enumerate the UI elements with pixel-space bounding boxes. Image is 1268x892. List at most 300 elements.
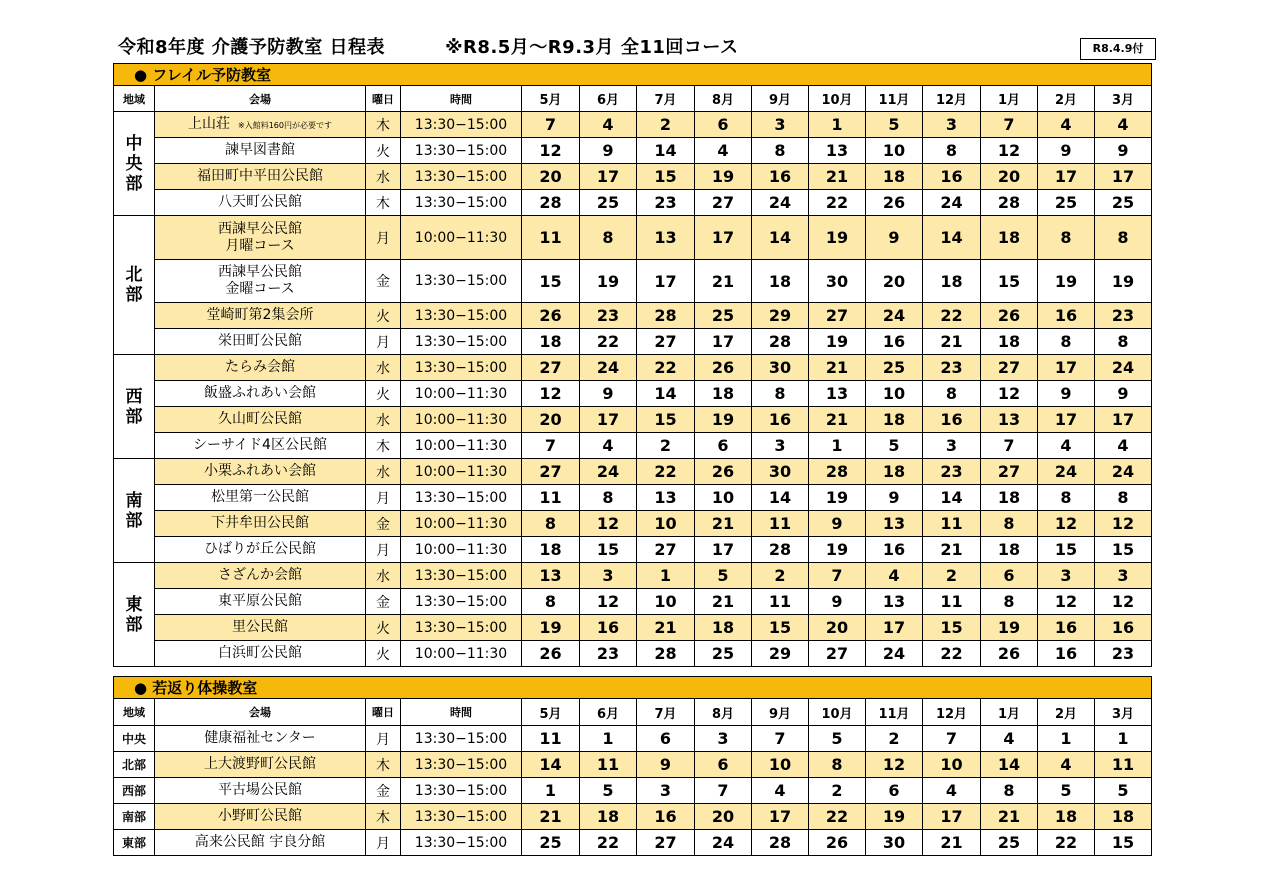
date-cell: 19 — [1038, 260, 1095, 303]
date-cell: 8 — [1038, 485, 1095, 511]
date-cell: 4 — [1038, 433, 1095, 459]
date-cell: 12 — [1095, 511, 1152, 537]
date-cell: 6 — [695, 112, 752, 138]
column-header: 会場 — [155, 86, 366, 112]
date-cell: 1 — [1038, 726, 1095, 752]
schedule-row — [114, 752, 1152, 778]
date-cell: 19 — [522, 615, 580, 641]
date-cell: 2 — [866, 726, 923, 752]
date-cell: 20 — [981, 164, 1038, 190]
column-header: 8月 — [695, 86, 752, 112]
date-cell: 3 — [1038, 563, 1095, 589]
column-header: 9月 — [752, 699, 809, 726]
day-cell: 金 — [366, 260, 401, 303]
date-cell: 19 — [809, 216, 866, 260]
venue-name: 八天町公民館 — [218, 194, 302, 210]
schedule-row — [114, 615, 1152, 641]
date-cell: 10 — [695, 485, 752, 511]
date-cell: 17 — [695, 537, 752, 563]
region-cell — [114, 216, 155, 355]
column-header: 5月 — [522, 699, 580, 726]
date-cell: 17 — [752, 804, 809, 830]
venue-cell — [155, 511, 366, 537]
date-cell: 9 — [866, 216, 923, 260]
date-cell: 18 — [981, 329, 1038, 355]
date-cell: 23 — [637, 190, 695, 216]
date-cell: 13 — [809, 138, 866, 164]
date-cell: 4 — [580, 112, 637, 138]
venue-cell — [155, 459, 366, 485]
date-cell: 26 — [981, 303, 1038, 329]
date-cell: 28 — [637, 641, 695, 667]
date-cell: 11 — [522, 726, 580, 752]
time-cell: 13:30−15:00 — [401, 138, 522, 164]
date-cell: 3 — [752, 112, 809, 138]
date-cell: 14 — [637, 381, 695, 407]
venue-cell — [155, 830, 366, 856]
date-cell: 26 — [522, 303, 580, 329]
date-cell: 26 — [522, 641, 580, 667]
date-cell: 9 — [866, 485, 923, 511]
schedule-row — [114, 641, 1152, 667]
venue-name: 西諫早公民館 — [218, 220, 302, 237]
date-cell: 12 — [1038, 589, 1095, 615]
date-cell: 24 — [866, 303, 923, 329]
venue-cell — [155, 138, 366, 164]
venue-cell — [155, 190, 366, 216]
column-header: 5月 — [522, 86, 580, 112]
time-cell: 13:30−15:00 — [401, 355, 522, 381]
date-cell: 30 — [809, 260, 866, 303]
date-cell: 3 — [695, 726, 752, 752]
column-header: 7月 — [637, 699, 695, 726]
time-cell: 10:00−11:30 — [401, 537, 522, 563]
date-cell: 21 — [695, 511, 752, 537]
date-cell: 27 — [809, 303, 866, 329]
schedule-row — [114, 433, 1152, 459]
date-cell: 30 — [752, 459, 809, 485]
date-cell: 3 — [580, 563, 637, 589]
date-cell: 23 — [1095, 641, 1152, 667]
date-cell: 16 — [923, 164, 981, 190]
schedule-row — [114, 563, 1152, 589]
day-cell: 木 — [366, 804, 401, 830]
date-cell: 29 — [752, 303, 809, 329]
date-cell: 17 — [580, 164, 637, 190]
day-cell: 水 — [366, 407, 401, 433]
schedule-row — [114, 537, 1152, 563]
date-cell: 17 — [695, 329, 752, 355]
column-header: 10月 — [809, 699, 866, 726]
date-cell: 8 — [522, 511, 580, 537]
venue-cell — [155, 589, 366, 615]
time-cell: 10:00−11:30 — [401, 433, 522, 459]
date-cell: 17 — [1038, 355, 1095, 381]
schedule-row — [114, 138, 1152, 164]
time-cell: 13:30−15:00 — [401, 112, 522, 138]
date-cell: 16 — [866, 537, 923, 563]
venue-cell — [155, 485, 366, 511]
date-cell: 13 — [866, 589, 923, 615]
date-cell: 23 — [1095, 303, 1152, 329]
venue-name: 松里第一公民館 — [211, 489, 309, 505]
venue-name: 下井牟田公民館 — [211, 515, 309, 531]
day-cell: 火 — [366, 615, 401, 641]
day-cell: 金 — [366, 511, 401, 537]
date-cell: 8 — [981, 589, 1038, 615]
venue-name: 東平原公民館 — [218, 593, 302, 609]
column-header: 6月 — [580, 699, 637, 726]
date-cell: 27 — [809, 641, 866, 667]
young-schedule-table — [113, 676, 1152, 856]
date-cell: 2 — [637, 433, 695, 459]
venue-name: 上大渡野町公民館 — [204, 756, 316, 772]
venue-name: 堂崎町第2集会所 — [206, 307, 314, 323]
time-cell: 13:30−15:00 — [401, 329, 522, 355]
date-cell: 9 — [637, 752, 695, 778]
date-cell: 4 — [1095, 433, 1152, 459]
region-cell: 南部 — [114, 804, 155, 830]
date-cell: 18 — [866, 459, 923, 485]
date-cell: 20 — [522, 407, 580, 433]
day-cell: 月 — [366, 830, 401, 856]
date-cell: 12 — [1095, 589, 1152, 615]
date-cell: 24 — [1095, 459, 1152, 485]
venue-name: 諫早図書館 — [225, 142, 295, 158]
date-cell: 5 — [1095, 778, 1152, 804]
schedule-row — [114, 381, 1152, 407]
date-cell: 7 — [522, 112, 580, 138]
date-cell: 22 — [923, 303, 981, 329]
region-label: 中央部 — [125, 133, 143, 194]
date-cell: 20 — [522, 164, 580, 190]
date-cell: 12 — [866, 752, 923, 778]
date-cell: 9 — [809, 511, 866, 537]
column-header: 7月 — [637, 86, 695, 112]
day-cell: 水 — [366, 563, 401, 589]
column-header: 曜日 — [366, 699, 401, 726]
venue-name: シーサイド4区公民館 — [193, 437, 327, 453]
day-cell: 火 — [366, 641, 401, 667]
venue-cell — [155, 216, 366, 260]
column-header: 時間 — [401, 86, 522, 112]
date-cell: 7 — [522, 433, 580, 459]
column-header: 1月 — [981, 699, 1038, 726]
date-cell: 13 — [981, 407, 1038, 433]
schedule-row — [114, 303, 1152, 329]
venue-name: 上山荘 — [188, 115, 230, 132]
date-cell: 21 — [695, 589, 752, 615]
date-cell: 5 — [1038, 778, 1095, 804]
date-cell: 18 — [981, 216, 1038, 260]
date-cell: 12 — [522, 381, 580, 407]
date-cell: 4 — [923, 778, 981, 804]
date-cell: 22 — [1038, 830, 1095, 856]
schedule-row — [114, 216, 1152, 260]
date-cell: 24 — [1038, 459, 1095, 485]
date-cell: 21 — [981, 804, 1038, 830]
date-cell: 27 — [637, 830, 695, 856]
date-cell: 2 — [637, 112, 695, 138]
column-header: 曜日 — [366, 86, 401, 112]
schedule-row — [114, 164, 1152, 190]
date-cell: 9 — [1038, 138, 1095, 164]
date-cell: 26 — [981, 641, 1038, 667]
date-cell: 6 — [866, 778, 923, 804]
column-header: 12月 — [923, 699, 981, 726]
column-header: 地域 — [114, 86, 155, 112]
date-cell: 3 — [923, 433, 981, 459]
date-cell: 21 — [809, 355, 866, 381]
date-cell: 27 — [637, 537, 695, 563]
date-cell: 16 — [752, 407, 809, 433]
date-cell: 17 — [1095, 407, 1152, 433]
date-cell: 17 — [580, 407, 637, 433]
date-cell: 21 — [923, 329, 981, 355]
date-cell: 19 — [809, 329, 866, 355]
date-cell: 17 — [1038, 407, 1095, 433]
date-cell: 12 — [981, 138, 1038, 164]
date-cell: 6 — [981, 563, 1038, 589]
date-cell: 30 — [866, 830, 923, 856]
time-cell: 13:30−15:00 — [401, 752, 522, 778]
frail-schedule-table — [113, 63, 1152, 667]
time-cell: 13:30−15:00 — [401, 485, 522, 511]
venue-name: 小野町公民館 — [218, 808, 302, 824]
day-cell: 火 — [366, 303, 401, 329]
date-cell: 8 — [1095, 485, 1152, 511]
date-cell: 26 — [695, 355, 752, 381]
date-cell: 16 — [752, 164, 809, 190]
date-cell: 22 — [580, 830, 637, 856]
date-cell: 22 — [923, 641, 981, 667]
date-cell: 15 — [752, 615, 809, 641]
date-cell: 18 — [752, 260, 809, 303]
date-cell: 4 — [580, 433, 637, 459]
region-cell — [114, 563, 155, 667]
date-cell: 17 — [1095, 164, 1152, 190]
date-cell: 12 — [1038, 511, 1095, 537]
venue-cell — [155, 355, 366, 381]
date-cell: 29 — [752, 641, 809, 667]
title-sub: ※R8.5月～R9.3月 全11回コース — [445, 37, 739, 58]
day-cell: 月 — [366, 216, 401, 260]
schedule-row — [114, 589, 1152, 615]
date-cell: 11 — [923, 511, 981, 537]
day-cell: 月 — [366, 485, 401, 511]
schedule-row — [114, 112, 1152, 138]
day-cell: 水 — [366, 164, 401, 190]
schedule-row — [114, 726, 1152, 752]
column-header: 2月 — [1038, 86, 1095, 112]
venue-name: 福田町中平田公民館 — [197, 168, 323, 184]
venue-name: 健康福祉センター — [204, 730, 316, 746]
date-cell: 15 — [637, 164, 695, 190]
venue-name: 白浜町公民館 — [218, 645, 302, 661]
date-cell: 15 — [1095, 537, 1152, 563]
venue-cell — [155, 804, 366, 830]
date-cell: 1 — [522, 778, 580, 804]
schedule-row — [114, 511, 1152, 537]
date-cell: 28 — [809, 459, 866, 485]
date-cell: 11 — [580, 752, 637, 778]
date-cell: 13 — [866, 511, 923, 537]
date-cell: 24 — [866, 641, 923, 667]
date-cell: 18 — [522, 329, 580, 355]
date-cell: 11 — [522, 485, 580, 511]
date-cell: 5 — [809, 726, 866, 752]
date-cell: 24 — [752, 190, 809, 216]
date-cell: 13 — [637, 216, 695, 260]
date-cell: 8 — [580, 485, 637, 511]
date-cell: 28 — [752, 537, 809, 563]
time-cell: 10:00−11:30 — [401, 459, 522, 485]
date-cell: 15 — [1095, 830, 1152, 856]
venue-cell — [155, 726, 366, 752]
date-cell: 6 — [637, 726, 695, 752]
date-cell: 10 — [866, 138, 923, 164]
date-cell: 14 — [752, 485, 809, 511]
venue-cell — [155, 164, 366, 190]
date-cell: 13 — [637, 485, 695, 511]
time-cell: 13:30−15:00 — [401, 303, 522, 329]
date-cell: 25 — [981, 830, 1038, 856]
venue-name: たらみ会館 — [225, 359, 295, 375]
date-cell: 21 — [923, 830, 981, 856]
venue-name: 平古場公民館 — [218, 782, 302, 798]
date-cell: 25 — [695, 641, 752, 667]
day-cell: 火 — [366, 138, 401, 164]
venue-cell — [155, 329, 366, 355]
venue-cell — [155, 752, 366, 778]
date-cell: 1 — [637, 563, 695, 589]
date-cell: 20 — [866, 260, 923, 303]
date-cell: 22 — [580, 329, 637, 355]
date-cell: 24 — [580, 355, 637, 381]
date-cell: 21 — [522, 804, 580, 830]
venue-course: 金曜コース — [225, 281, 295, 297]
schedule-row — [114, 830, 1152, 856]
date-cell: 4 — [752, 778, 809, 804]
venue-name: ひばりが丘公民館 — [204, 541, 316, 557]
date-cell: 13 — [522, 563, 580, 589]
venue-cell — [155, 641, 366, 667]
venue-cell — [155, 381, 366, 407]
date-cell: 22 — [809, 804, 866, 830]
venue-name: 久山町公民館 — [218, 411, 302, 427]
date-cell: 4 — [1038, 112, 1095, 138]
schedule-row — [114, 407, 1152, 433]
date-cell: 11 — [522, 216, 580, 260]
date-cell: 27 — [637, 329, 695, 355]
date-cell: 8 — [1095, 329, 1152, 355]
date-cell: 17 — [695, 216, 752, 260]
date-cell: 15 — [981, 260, 1038, 303]
date-cell: 19 — [981, 615, 1038, 641]
date-cell: 18 — [695, 381, 752, 407]
date-cell: 12 — [580, 511, 637, 537]
date-cell: 24 — [695, 830, 752, 856]
venue-name: 飯盛ふれあい会館 — [204, 385, 316, 401]
time-cell: 13:30−15:00 — [401, 830, 522, 856]
date-cell: 21 — [809, 407, 866, 433]
date-cell: 15 — [522, 260, 580, 303]
column-header: 11月 — [866, 699, 923, 726]
date-cell: 4 — [981, 726, 1038, 752]
section-title: ● 若返り体操教室 — [114, 677, 1152, 699]
region-cell: 西部 — [114, 778, 155, 804]
date-cell: 23 — [923, 459, 981, 485]
date-cell: 28 — [522, 190, 580, 216]
column-header: 12月 — [923, 86, 981, 112]
date-cell: 10 — [923, 752, 981, 778]
region-label: 北部 — [125, 265, 143, 305]
date-cell: 27 — [522, 355, 580, 381]
date-cell: 9 — [580, 138, 637, 164]
page-title — [118, 33, 738, 59]
venue-cell — [155, 303, 366, 329]
date-cell: 26 — [809, 830, 866, 856]
column-header: 3月 — [1095, 699, 1152, 726]
schedule-row — [114, 485, 1152, 511]
date-cell: 28 — [981, 190, 1038, 216]
date-cell: 1 — [580, 726, 637, 752]
date-cell: 12 — [981, 381, 1038, 407]
day-cell: 月 — [366, 537, 401, 563]
date-cell: 8 — [1095, 216, 1152, 260]
date-cell: 4 — [1038, 752, 1095, 778]
date-cell: 27 — [695, 190, 752, 216]
day-cell: 水 — [366, 459, 401, 485]
column-header: 9月 — [752, 86, 809, 112]
venue-cell — [155, 563, 366, 589]
date-cell: 16 — [1038, 641, 1095, 667]
date-cell: 1 — [1095, 726, 1152, 752]
date-box: R8.4.9付 — [1080, 38, 1156, 60]
date-cell: 2 — [923, 563, 981, 589]
time-cell: 10:00−11:30 — [401, 511, 522, 537]
date-cell: 7 — [809, 563, 866, 589]
day-cell: 月 — [366, 726, 401, 752]
date-cell: 28 — [752, 329, 809, 355]
date-cell: 28 — [752, 830, 809, 856]
day-cell: 金 — [366, 589, 401, 615]
date-cell: 19 — [866, 804, 923, 830]
schedule-row — [114, 260, 1152, 303]
date-cell: 18 — [1038, 804, 1095, 830]
date-cell: 25 — [695, 303, 752, 329]
date-cell: 19 — [809, 537, 866, 563]
date-cell: 16 — [637, 804, 695, 830]
date-cell: 16 — [1038, 615, 1095, 641]
date-cell: 11 — [1095, 752, 1152, 778]
date-cell: 9 — [1095, 138, 1152, 164]
date-cell: 18 — [866, 407, 923, 433]
date-cell: 18 — [695, 615, 752, 641]
date-cell: 9 — [580, 381, 637, 407]
date-cell: 27 — [522, 459, 580, 485]
time-cell: 10:00−11:30 — [401, 381, 522, 407]
date-cell: 22 — [809, 190, 866, 216]
date-cell: 25 — [522, 830, 580, 856]
date-cell: 19 — [809, 485, 866, 511]
date-cell: 17 — [637, 260, 695, 303]
day-cell: 木 — [366, 752, 401, 778]
schedule-row — [114, 329, 1152, 355]
column-header: 3月 — [1095, 86, 1152, 112]
venue-cell — [155, 537, 366, 563]
date-cell: 2 — [809, 778, 866, 804]
